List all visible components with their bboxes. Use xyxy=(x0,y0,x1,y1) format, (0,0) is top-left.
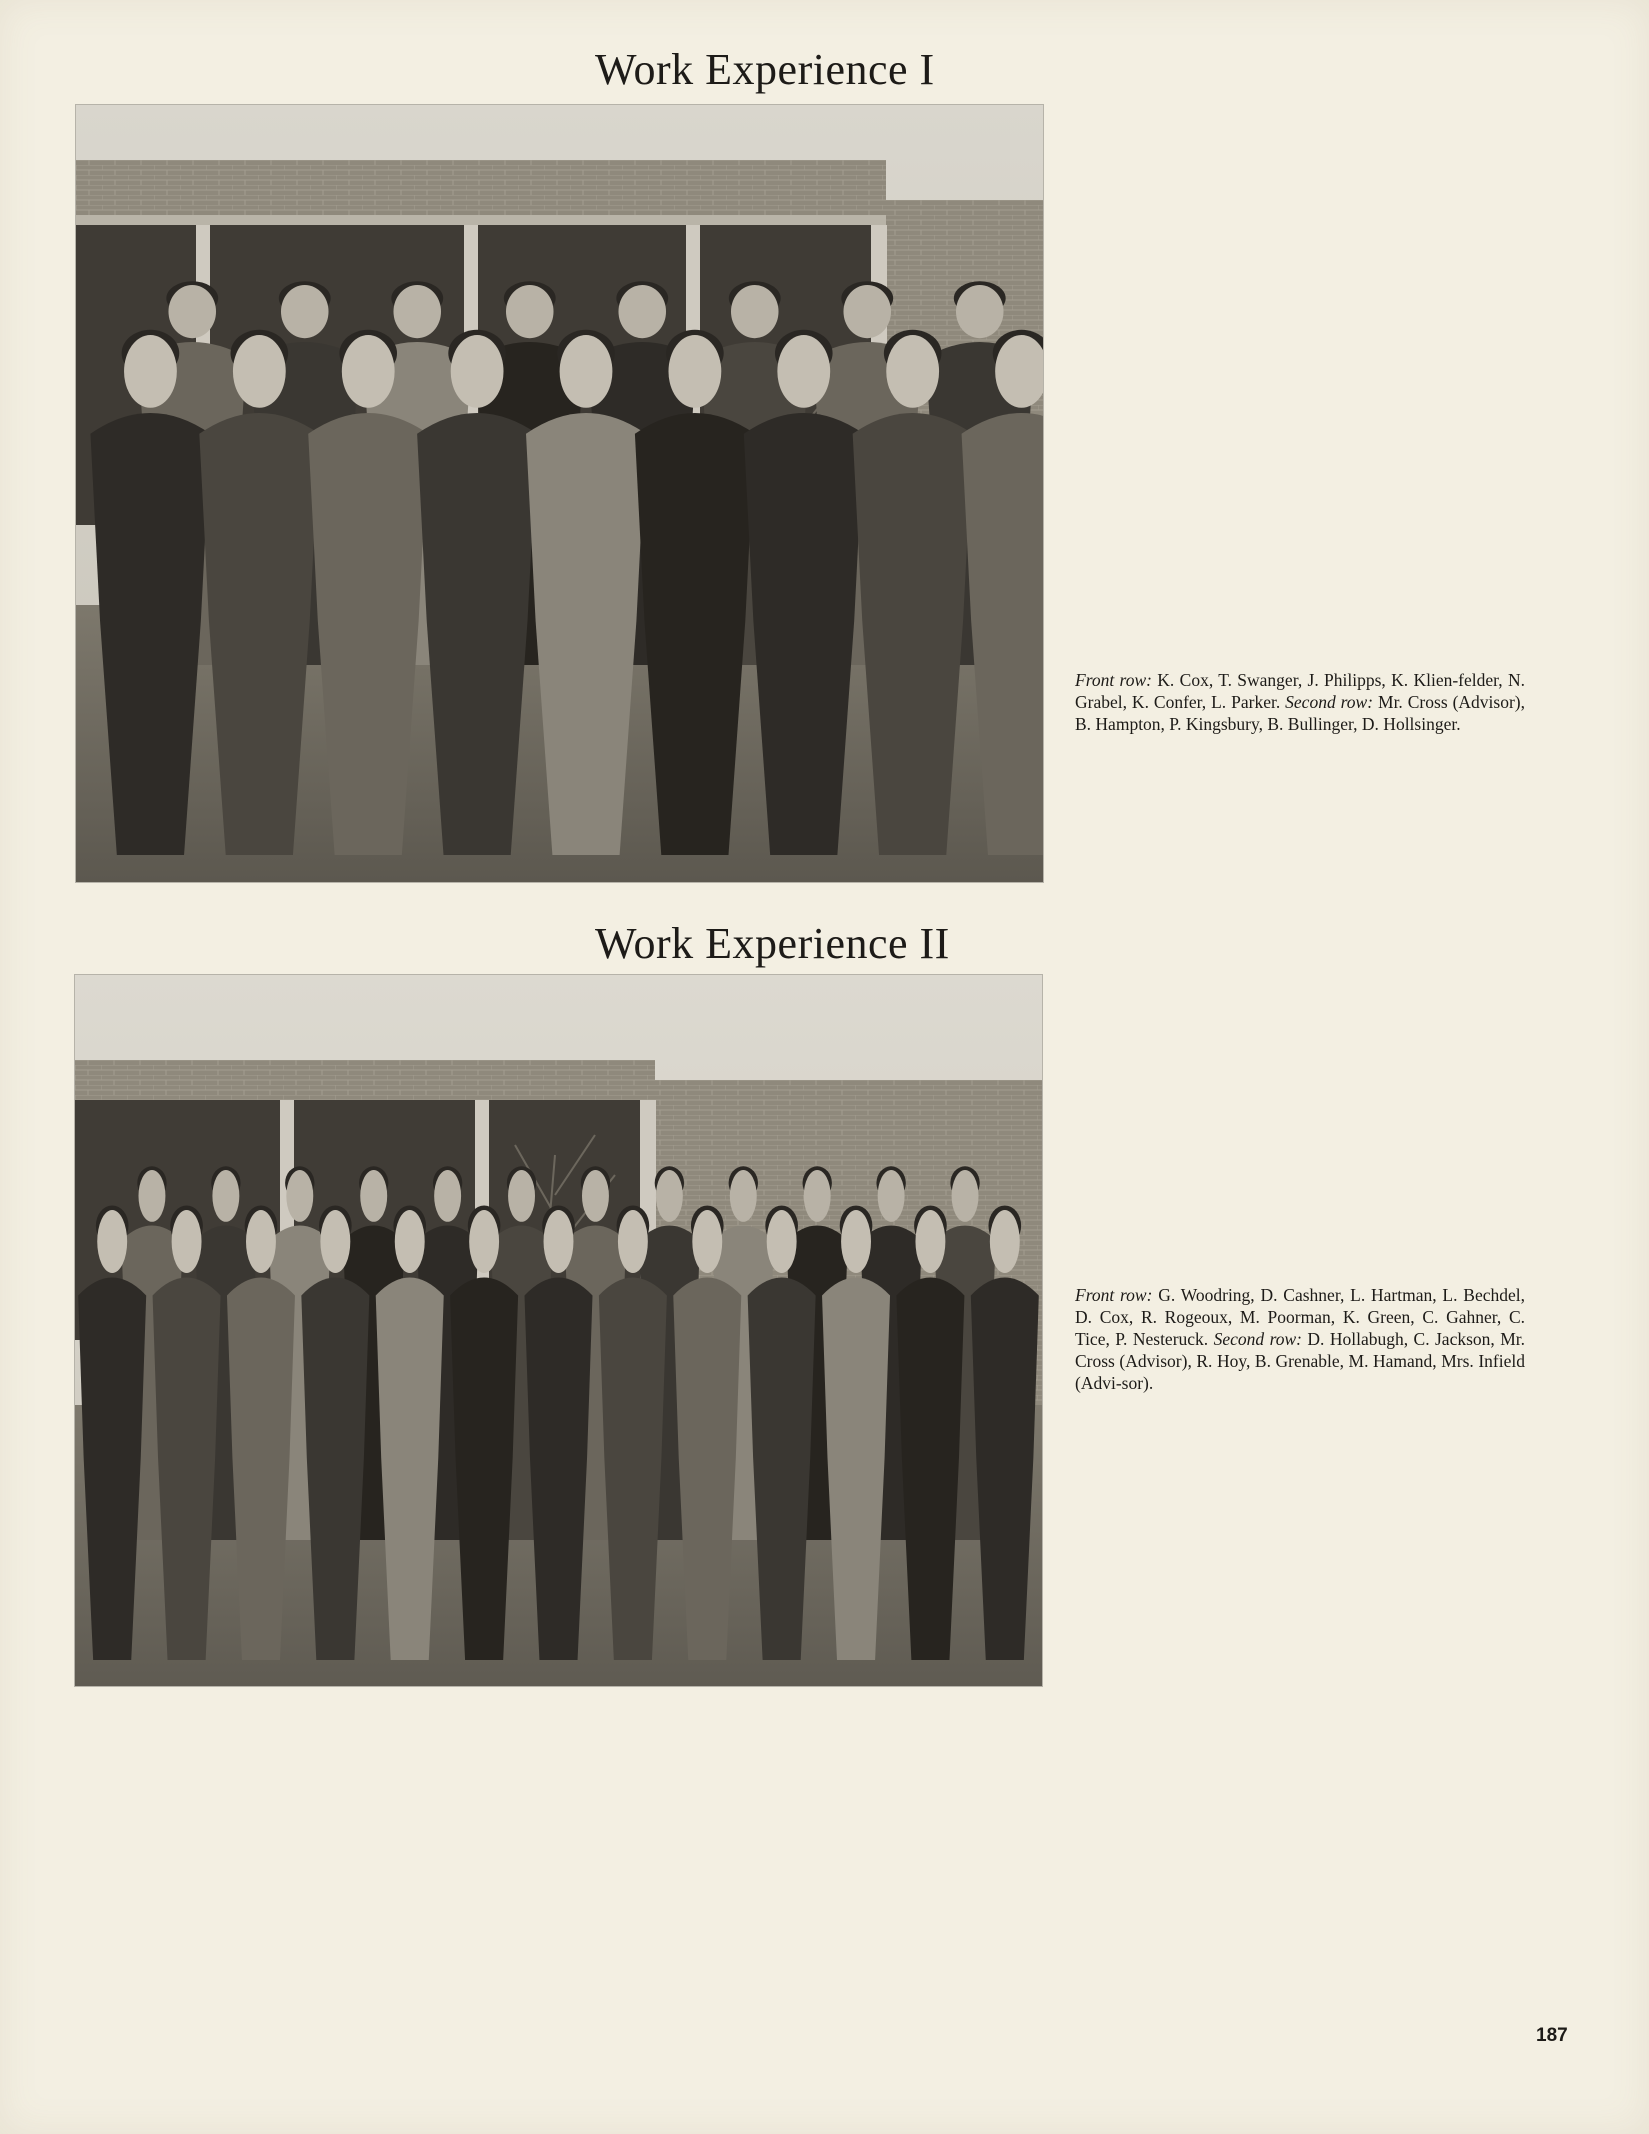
group-photo-work-experience-1 xyxy=(76,105,1043,882)
caption-second-row-names: Mr. Cross (Advisor), B. Hampton, P. Kingsbury, B. Bullinger, D. Hollsinger. xyxy=(1075,692,1525,734)
caption-second-row-label: Second row: xyxy=(1285,692,1374,712)
caption-work-experience-2 xyxy=(1075,1284,1525,1394)
group-photo-work-experience-2 xyxy=(75,975,1042,1686)
caption-work-experience-1 xyxy=(1075,669,1525,735)
section-title-work-experience-1: Work Experience I xyxy=(595,45,935,94)
photo-illustration xyxy=(75,975,1042,1686)
caption-second-row-label: Second row: xyxy=(1213,1329,1302,1349)
caption-front-row-label: Front row: xyxy=(1075,1285,1153,1305)
page-number: 187 xyxy=(1536,2025,1568,2046)
caption-front-row-label: Front row: xyxy=(1075,670,1152,690)
caption-front-row-names: G. Woodring, D. Cashner, L. Hartman, L. Bechdel, D. Cox, R. Rogeoux, M. Poorman, K. Green, C. Gahner, C. Tice, P. Nesteruck. xyxy=(1075,1285,1525,1349)
caption-second-row-names: D. Hollabugh, C. Jackson, Mr. Cross (Advisor), R. Hoy, B. Grenable, M. Hamand, Mrs. Infield (Advi-sor). xyxy=(1075,1329,1525,1393)
caption-front-row-names: K. Cox, T. Swanger, J. Philipps, K. Klien-felder, N. Grabel, K. Confer, L. Parker. xyxy=(1075,670,1526,712)
section-title-work-experience-2: Work Experience II xyxy=(595,919,950,968)
photo-group-figures xyxy=(90,281,1043,855)
photo-illustration xyxy=(76,105,1043,882)
